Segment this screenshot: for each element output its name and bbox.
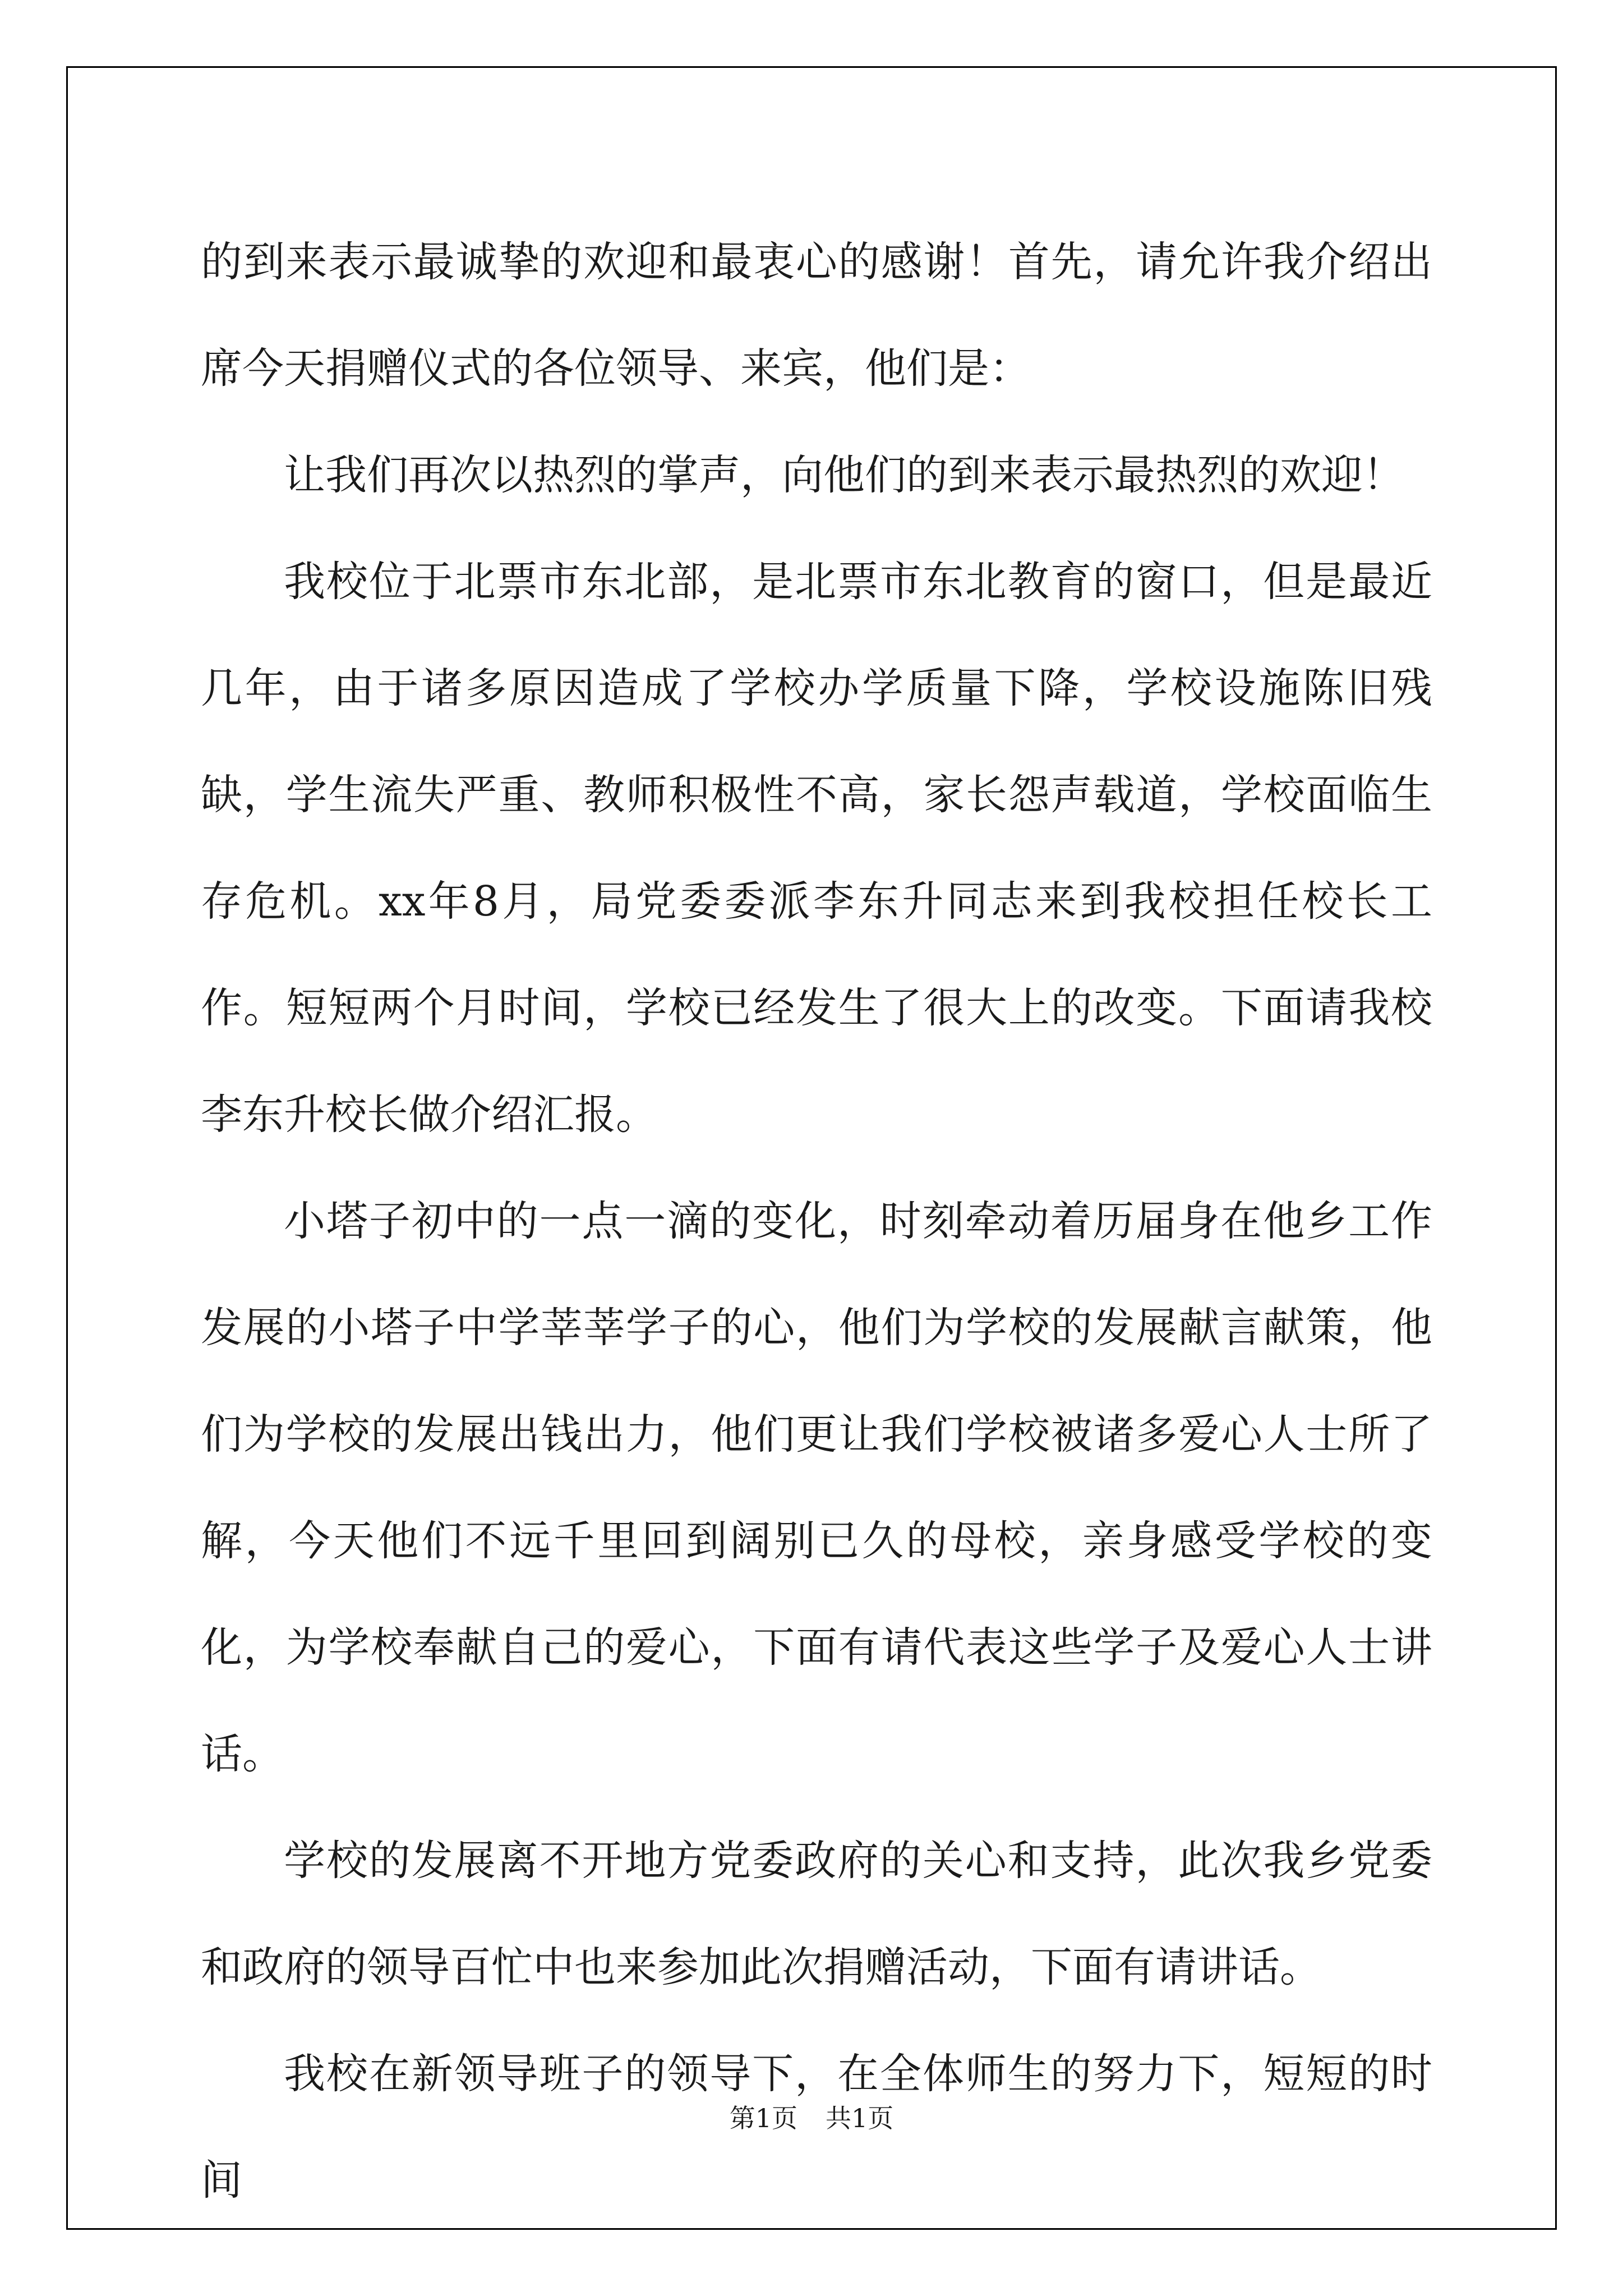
paragraph-6: 我校在新领导班子的领导下，在全体师生的努力下，短短的时间 — [201, 2050, 1432, 2205]
paragraph-5: 学校的发展离不开地方党委政府的关心和支持，此次我乡党委和政府的领导百忙中也来参加此次捐赠活动，下面有请讲话。 — [201, 1837, 1432, 1991]
page-total: 共1页 — [826, 2103, 894, 2133]
page-footer — [0, 2098, 1623, 2135]
paragraph-1: 的到来表示最诚挚的欢迎和最衷心的感谢！首先，请允许我介绍出席今天捐赠仪式的各位领导、来宾，他们是： — [201, 238, 1432, 393]
document-body — [201, 209, 1432, 2234]
paragraph-4: 小塔子初中的一点一滴的变化，时刻牵动着历届身在他乡工作发展的小塔子中学莘莘学子的心，他们为学校的发展献言献策，他们为学校的发展出钱出力，他们更让我们学校被诸多爱心人士所了解，今天他们不远千里回到阔别已久的母校，亲身感受学校的变化，为学校奉献自己的爱心，下面有请代表这些学子及爱心人士讲话。 — [201, 1197, 1432, 1778]
page-number: 第1页 — [729, 2103, 797, 2133]
paragraph-2: 让我们再次以热烈的掌声，向他们的到来表示最热烈的欢迎！ — [284, 451, 1404, 499]
paragraph-3: 我校位于北票市东北部，是北票市东北教育的窗口，但是最近几年，由于诸多原因造成了学校办学质量下降，学校设施陈旧残缺，学生流失严重、教师积极性不高，家长怨声载道，学校面临生存危机。xx年8月，局党委委派李东升同志来到我校担任校长工作。短短两个月时间，学校已经发生了很大上的改变。下面请我校李东升校长做介绍汇报。 — [201, 558, 1432, 1139]
